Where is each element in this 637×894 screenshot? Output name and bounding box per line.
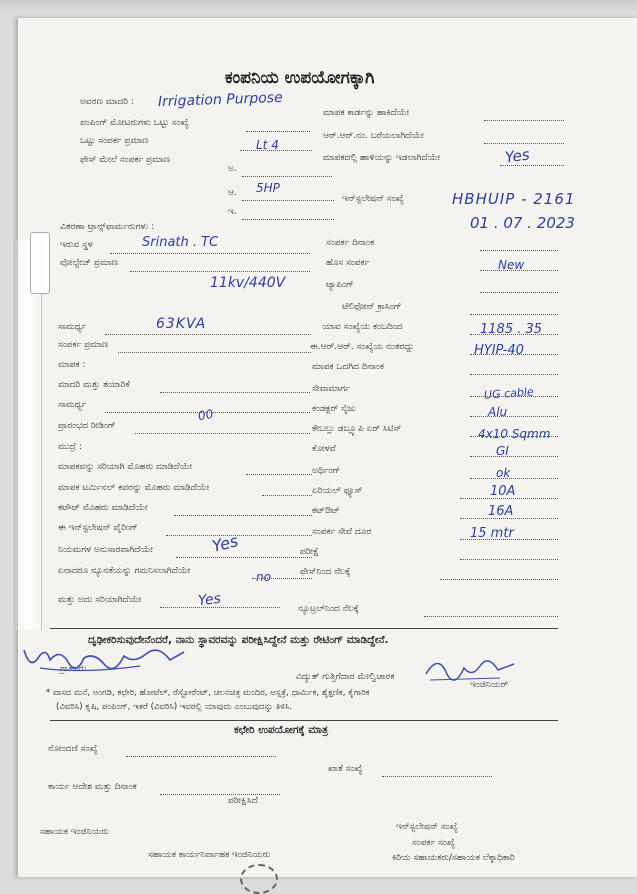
engineer-signature	[420, 648, 520, 688]
handwritten-cutout: 16A	[488, 504, 514, 519]
label-application-type: ಅವರಣ ಮಾದರಿ :	[80, 97, 134, 107]
label-cutout-sealed: ಕಟೌಟ್ ಮೊಹರು ಮಾಡಿದೆಯೇ	[58, 503, 148, 513]
label-phase-b: ಆ.	[228, 188, 237, 198]
label-installation-number: ಇನ್‌ಸ್ಟಲೇಷನ್ ಸಂಖ್ಯೆ	[342, 194, 404, 204]
label-rr-number-written: ಆರ್.ಆರ್.ನಂ. ಬರೆಯಲಾಗಿದೆಯೇ	[323, 131, 424, 141]
handwritten-service-distance: 15 mtr	[470, 526, 514, 541]
label-engineer: ಇಂಜಿನಿಯರ್	[470, 680, 509, 690]
label-rectified: ಮತ್ತು ಅದು ಸರಿಯಾಗಿದೆಯೇ	[58, 595, 142, 605]
field-line	[246, 131, 310, 132]
handwritten-total-connected-load: Lt 4	[256, 138, 279, 152]
label-account-number: ಖಾತೆ ಸಂಖ್ಯೆ	[328, 764, 363, 774]
field-line	[110, 253, 310, 254]
label-total-connected-load: ಒಟ್ಟು ಸಂಪರ್ಕ ಪ್ರಮಾಣ	[80, 136, 149, 146]
field-line	[470, 478, 558, 479]
handwritten-new-connection: New	[498, 258, 525, 272]
binding-clip	[30, 232, 50, 294]
field-line	[160, 607, 280, 608]
label-new-connection: ಹೊಸ ಸಂಪರ್ಕ	[326, 258, 370, 268]
field-line	[166, 535, 312, 536]
handwritten-earthing: ok	[496, 466, 511, 480]
label-connection-date: ಸಂಪರ್ಕ ದಿನಾಂಕ	[326, 238, 375, 248]
label-initial-reading: ಪ್ರಾರಂಭದ ರೀಡಿಂಗ್	[58, 421, 116, 431]
handwritten-rectified: Yes	[197, 590, 222, 610]
label-capacity: ಸಾಮರ್ಥ್ಯ	[58, 322, 87, 332]
label-terminal-sealed: ಮಾಪಕ ಟರ್ಮಿನಲ್ ಕವರನ್ನು ಮೊಹರು ಮಾಡಿದೆಯೇ	[58, 483, 210, 493]
field-line	[246, 474, 312, 475]
field-line	[262, 495, 312, 496]
label-service-distance: ಸಂಪರ್ಕ ಸೇವೆ ದೂರ	[312, 527, 372, 537]
field-line	[424, 616, 558, 617]
label-defects-noted: ಏನಾದರೂ ನ್ಯೂನತೆಯನ್ನು ಗಮನಿಸಲಾಗಿದೆಯೇ	[58, 566, 191, 576]
label-cutout: ಕಟ್‌ಔಟ್	[312, 506, 340, 516]
field-line	[126, 756, 276, 757]
handwritten-location: Srinath . TC	[142, 235, 219, 250]
office-use-title: ಕಛೇರಿ ಉಪಯೋಗಕ್ಕೆ ಮಾತ್ರ	[234, 724, 329, 736]
handwritten-cable-type: 4x10 Sqmm	[478, 427, 551, 441]
field-line	[382, 776, 492, 777]
field-line	[440, 579, 558, 580]
field-line	[470, 374, 558, 375]
handwritten-application-type: Irrigation Purpose	[157, 89, 283, 111]
label-applicant: ಗ್ರಾಹಕರು	[60, 664, 87, 674]
label-earthing: ಅರ್ಥಿಂಗ್	[312, 466, 341, 476]
label-location: ಇರುವ ಸ್ಥಳ	[60, 240, 93, 250]
field-line	[470, 456, 558, 457]
label-meter-sealed: ಮಾಪಕವನ್ನು ಸರಿಯಾಗಿ ಮೊಹರು ಮಾಡಿದೆಯೇ	[58, 462, 193, 472]
handwritten-conductor-size: Alu	[488, 405, 508, 419]
field-line	[242, 176, 332, 177]
label-make-model: ಮಾದರಿ ಮತ್ತು ತಯಾರಿಕೆ	[58, 380, 130, 390]
handwritten-phase-b: 5HP	[256, 181, 280, 195]
note-line-1: * ವಾಸದ ಮನೆ, ಅಂಗಡಿ, ಕಛೇರಿ, ಹೋಟೆಲ್, ರೆಸ್ಟೋರೆಂಟ್, ಚಲನಚಿತ್ರ ಮಂದಿರ, ಆಸ್ಪತ್ರೆ, ಧಾರ್ಮಿಕ, ಶೈಕ್ಷಣಿಕ, ಕೈಗಾರಿಕ	[46, 688, 370, 698]
handwritten-capacity: 63KVA	[156, 316, 207, 332]
handwritten-pole: GI	[496, 444, 509, 458]
handwritten-voltage-rating: 11kv/440V	[210, 275, 286, 291]
label-as-per-rules: ನಿಯಮಗಳ ಅನುಸಾರವಾಗಿದೆಯೇ	[58, 545, 153, 555]
page-title: ಕಂಪನಿಯ ಉಪಯೋಗಕ್ಕಾಗಿ	[225, 68, 375, 88]
field-line	[176, 557, 312, 558]
label-work-order: ಕಾರ್ಯ ಆದೇಶ ಮತ್ತು ದಿನಾಂಕ	[48, 782, 137, 792]
field-line	[480, 250, 558, 251]
label-aerial-fuse: ಏರಿಯಲ್ ಫ್ಯೂಸ್	[312, 486, 363, 496]
field-line	[160, 392, 310, 393]
scan-edge	[0, 0, 637, 12]
field-line	[118, 352, 311, 353]
label-cable-type: ಕೇಬಲ್ಲು ಡಬ್ಲ್ಯೂಪಿ ಏರ್ ಸಿಟಿಸ್	[312, 424, 402, 434]
field-line	[484, 120, 564, 121]
label-assistant-engineer: ಸಹಾಯಕ ಇಂಜಿನಿಯರು	[40, 827, 109, 837]
handwritten-aerial-fuse: 10A	[490, 484, 516, 499]
label-contractor: ವಿದ್ಯುತ್ ಗುತ್ತಿಗೆದಾರ ಮೇಲ್ವಿಚಾರಕ	[296, 672, 395, 682]
label-meter-placed-ok: ಮಾಪಕದಲ್ಲಿ ಹಾಳಿಯನ್ನು ಇಡಲಾಗಿದೆಯೇ	[323, 153, 441, 163]
field-line	[130, 271, 310, 272]
label-installation-number-office: ಇನ್‌ಸ್ಟಲೇಷನ್ ಸಂಖ್ಯೆ	[396, 822, 458, 832]
label-meter: ಮಾಪಕ :	[58, 360, 86, 370]
field-line	[470, 416, 558, 417]
label-phase-to-earth: ಫೇಸ್‌ನಿಂದ ನೆಲಕ್ಕೆ	[300, 567, 351, 577]
label-phase-load: ಫೇಸ್ ಮೇಲೆ ಸಂಪರ್ಕ ಪ್ರಮಾಣ	[80, 155, 171, 165]
label-voltage-rating: ವೋಲ್ಟೇಜ್ ಪ್ರಮಾಣ	[60, 258, 119, 268]
label-after-er-number: ಈ.ಆರ್.ಆರ್. ಸಂಖ್ಯೆಯ ನಂತರದ್ದು	[310, 342, 414, 352]
label-verified: ಪರೀಕ್ಷಿಸಿದೆ	[228, 796, 258, 806]
label-service-main: ಸೇವಾಮಾರ್ಗ	[312, 384, 350, 394]
handwritten-after-er-number: HYIP-40	[474, 343, 524, 358]
field-line	[174, 515, 312, 516]
label-tapping: ಟ್ಯಾಪಿಂಗ್	[326, 280, 354, 290]
declaration-statement: ದೃಢೀಕರಿಸುವುದೇನೆಂದರೆ, ನಾನು ಸ್ಥಾವರವನ್ನು ಪರೀಕ್ಷಿಸಿದ್ದೇನೆ ಮತ್ತು ರೇಟಿಂಗ್ ಮಾಡಿದ್ದೇನೆ.	[88, 634, 389, 646]
label-connection-number: ಸಂಪರ್ಕ ಸಂಖ್ಯೆ	[412, 838, 456, 848]
handwritten-pole-from-number: 1185 . 35	[480, 322, 543, 337]
applicant-signature	[20, 640, 190, 680]
section-divider	[50, 720, 558, 721]
label-registration-number: ನೋಂದಣಿ ಸಂಖ್ಯೆ	[48, 744, 98, 754]
field-line	[480, 292, 558, 293]
label-phase-a: ಅ.	[228, 164, 237, 174]
label-installation-wiring: ಈ ಇನ್‌ಸ್ಟಲೇಷನ್ ವೈರಿಂಗ್	[58, 523, 138, 533]
label-telephone-crossing: ಟೆಲಿಫೋನ್ ಕ್ರಾಸಿಂಗ್	[342, 302, 402, 312]
field-line	[242, 219, 334, 220]
field-line	[160, 794, 280, 795]
field-line	[105, 334, 311, 335]
field-line	[242, 200, 334, 201]
label-neutral-to-earth: ನ್ಯೂಟ್ರಲ್‌ನಿಂದ ನೆಲಕ್ಕೆ	[298, 604, 359, 614]
label-phase-c: ಇ.	[228, 207, 237, 217]
label-seal: ಮುದ್ರೆ :	[58, 442, 82, 452]
label-junior-accounts-officer: ಕಿರಿಯ ಸಹಾಯಕರು/ಸಹಾಯಕ ಲೆಕ್ಕಾಧಿಕಾರಿ	[392, 853, 515, 863]
handwritten-service-main: UG cable	[483, 385, 535, 402]
field-line	[135, 433, 310, 434]
label-pump-count: ಪಂಪಿಂಗ್ ಮೋಟರುಗಳು ಒಟ್ಟು ಸಂಖ್ಯೆ	[80, 118, 189, 128]
office-stamp	[240, 864, 278, 894]
handwritten-initial-reading: 00	[196, 406, 215, 424]
handwritten-installation-wiring: Yes	[210, 531, 241, 556]
section-divider	[50, 628, 558, 629]
field-line	[484, 143, 564, 144]
handwritten-installation-date: 01 . 07 . 2023	[470, 214, 575, 232]
label-pole-from-number: ಯಾವ ಸಂಖ್ಯೆಯ ಕಂಬದಿಂದ	[322, 322, 403, 332]
label-transformer: ವಿತರಣಾ ಟ್ರಾನ್ಸ್‌ಫಾರ್ಮರುಗಳು :	[60, 222, 155, 232]
label-test: ಪರೀಕ್ಷೆ	[300, 547, 319, 557]
note-line-2: (ವಿವರಿಸಿ) ಕೃಷಿ, ಪಂಪಿಂಗ್, ಇತರೆ (ವಿವರಿಸಿ) ಇವರಲ್ಲಿ ಯಾವುದು ಎಂಬುವುದನ್ನು ತಿಳಿಸಿ.	[56, 702, 293, 712]
handwritten-defects-noted: no	[256, 570, 271, 584]
handwritten-meter-placed-ok: Yes	[503, 145, 531, 167]
label-meter-installed-date: ಮಾಪಕ ಒದಗಿದ ದಿನಾಂಕ	[312, 362, 384, 372]
label-connected-load: ಸಂಪರ್ಕ ಪ್ರಮಾಣ	[58, 340, 109, 350]
field-line	[470, 314, 558, 315]
field-line	[460, 559, 558, 560]
binding-strip	[14, 240, 42, 630]
label-meter-capacity: ಸಾಮರ್ಥ್ಯ	[58, 400, 87, 410]
label-pole: ಕೋಳವೆ	[312, 444, 336, 454]
label-conductor-size: ಕಂಡಕ್ಟರ್ ಸೈಜು	[312, 404, 356, 414]
label-meter-card-attached: ಮಾಪಕ ಕಾರ್ಡನ್ನು ಹಾಕಿದೆಯೇ	[323, 108, 410, 118]
label-assistant-executive-engineer: ಸಹಾಯಕ ಕಾರ್ಯನಿರ್ವಾಹಕ ಇಂಜಿನಿಯರು	[148, 850, 271, 860]
handwritten-installation-number: HBHUIP - 2161	[452, 190, 576, 208]
